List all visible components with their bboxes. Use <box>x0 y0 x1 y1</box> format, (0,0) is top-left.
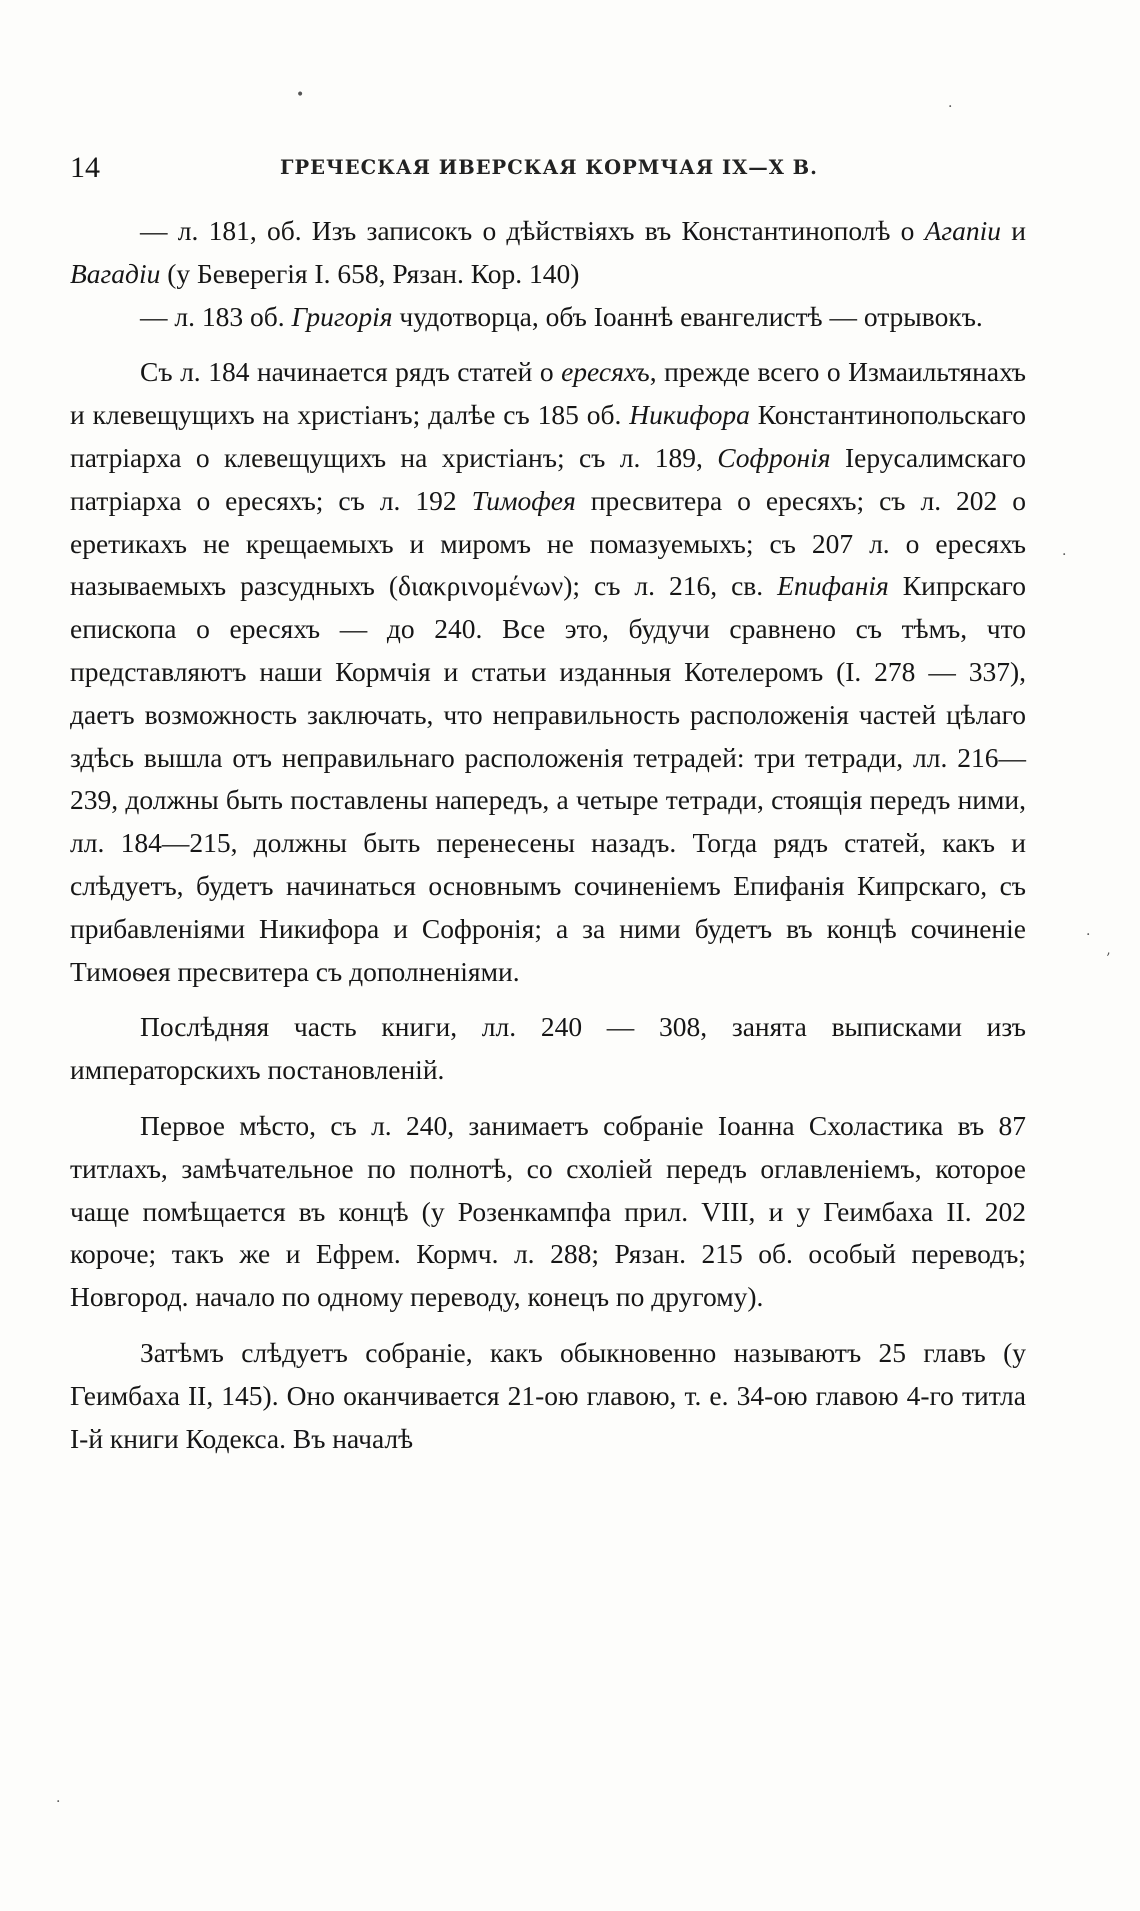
print-speck: · <box>56 1794 61 1810</box>
running-head: ГРЕЧЕСКАЯ ИВЕРСКАЯ КОРМЧАЯ IX—X В. <box>280 156 818 179</box>
text-run: Съ л. 184 начинается рядъ статей о <box>140 356 562 388</box>
text-run: Затѣмъ слѣдуетъ собраніе, какъ обыкновенно называютъ 25 главъ (у Геимбаха II, 145). Оно оканчивается 21-ою главою, т. е. 34-ою главою 4-го титла I-й книги Кодекса. Въ началѣ <box>70 1336 1026 1454</box>
text-run: чудотворца, объ Іоаннѣ евангелистѣ — отрывокъ. <box>392 300 983 332</box>
print-speck: · <box>1086 927 1091 943</box>
text-run: Константинопольскаго патріарха о клевещущихъ на христіанъ; съ л. 189, <box>70 399 1027 473</box>
italic-name: Тимофея <box>471 484 576 516</box>
page-header <box>70 148 1040 188</box>
paragraph-entry-181 <box>70 210 1026 296</box>
paragraph-heresies <box>70 351 1026 993</box>
paragraph-25-chapters <box>70 1332 1026 1460</box>
text-run: Послѣдняя часть книги, лл. 240 — 308, занята выписками изъ императорскихъ постановленій. <box>70 1011 1026 1086</box>
italic-name: Епифанія <box>777 570 889 602</box>
italic-name: Софронія <box>717 441 831 473</box>
body-text <box>70 210 1026 1460</box>
text-run: и <box>1001 215 1027 246</box>
paragraph-last-part <box>70 1006 1026 1092</box>
text-run: Іерусалимскаго патріарха о ересяхъ; съ л. 192 <box>70 441 1026 516</box>
text-run: Кипрскаго епископа о ересяхъ — до 240. Все это, будучи сравнено съ тѣмъ, что представляютъ наши Кормчія и статьи изданныя Котелеромъ (I. 278 — 337), даетъ возможность заключать, что неправильность расположенія частей цѣлаго здѣсь вышла отъ неправильнаго расположенія тетрадей: три тетради, лл. 216—239, должны быть поставлены напередъ, а четыре тетради, стоящія передъ ними, лл. 184—215, должны быть перенесены назадъ. Тогда рядъ статей, какъ и слѣдуетъ, будетъ начинаться основнымъ сочиненіемъ Епифанія Кипрскаго, съ прибавленіями Никифора и Софронія; а за ними будетъ въ концѣ сочиненіе Тимоѳея пресвитера съ дополненіями. <box>70 570 1026 987</box>
print-speck: ’ <box>1106 951 1111 967</box>
italic-name: Григорія <box>291 300 393 332</box>
print-speck: · <box>948 99 953 115</box>
paragraph-scholasticus <box>70 1105 1026 1319</box>
italic-name: Никифора <box>629 399 750 431</box>
print-speck: • <box>296 87 305 103</box>
text-run: — л. 183 об. <box>140 300 292 332</box>
text-run: (у Беверегія I. 658, Рязан. Кор. 140) <box>160 257 580 289</box>
paragraph-entry-183 <box>70 296 1026 339</box>
text-run: пресвитера о ересяхъ; съ л. 202 о еретикахъ не крещаемыхъ и миромъ не помазуемыхъ; съ 207 л. о ересяхъ называемыхъ разсудныхъ (διακρινομένων); съ л. 216, св. <box>70 484 1027 602</box>
text-run: Первое мѣсто, съ л. 240, занимаетъ собраніе Іоанна Схоластика въ 87 титлахъ, замѣчательное по полнотѣ, со схоліей передъ оглавленіемъ, которое чаще помѣщается въ концѣ (у Розенкампфа прил. VIII, и у Геимбаха II. 202 короче; такъ же и Ефрем. Кормч. л. 288; Рязан. 215 об. особый переводъ; Новгород. начало по одному переводу, конецъ по другому). <box>70 1109 1026 1313</box>
italic-name: Вагадіи <box>70 257 161 289</box>
text-run: — л. 181, об. Изъ записокъ о дѣйствіяхъ въ Константинополѣ о <box>140 215 925 246</box>
italic-name: ересяхъ <box>561 356 650 388</box>
text-run: , прежде всего о Измаильтянахъ и клевещущихъ на христіанъ; далѣе съ 185 об. <box>70 356 1026 431</box>
italic-name: Агапіи <box>924 215 1002 246</box>
print-speck: · <box>1062 547 1067 563</box>
page-number: 14 <box>70 151 100 184</box>
